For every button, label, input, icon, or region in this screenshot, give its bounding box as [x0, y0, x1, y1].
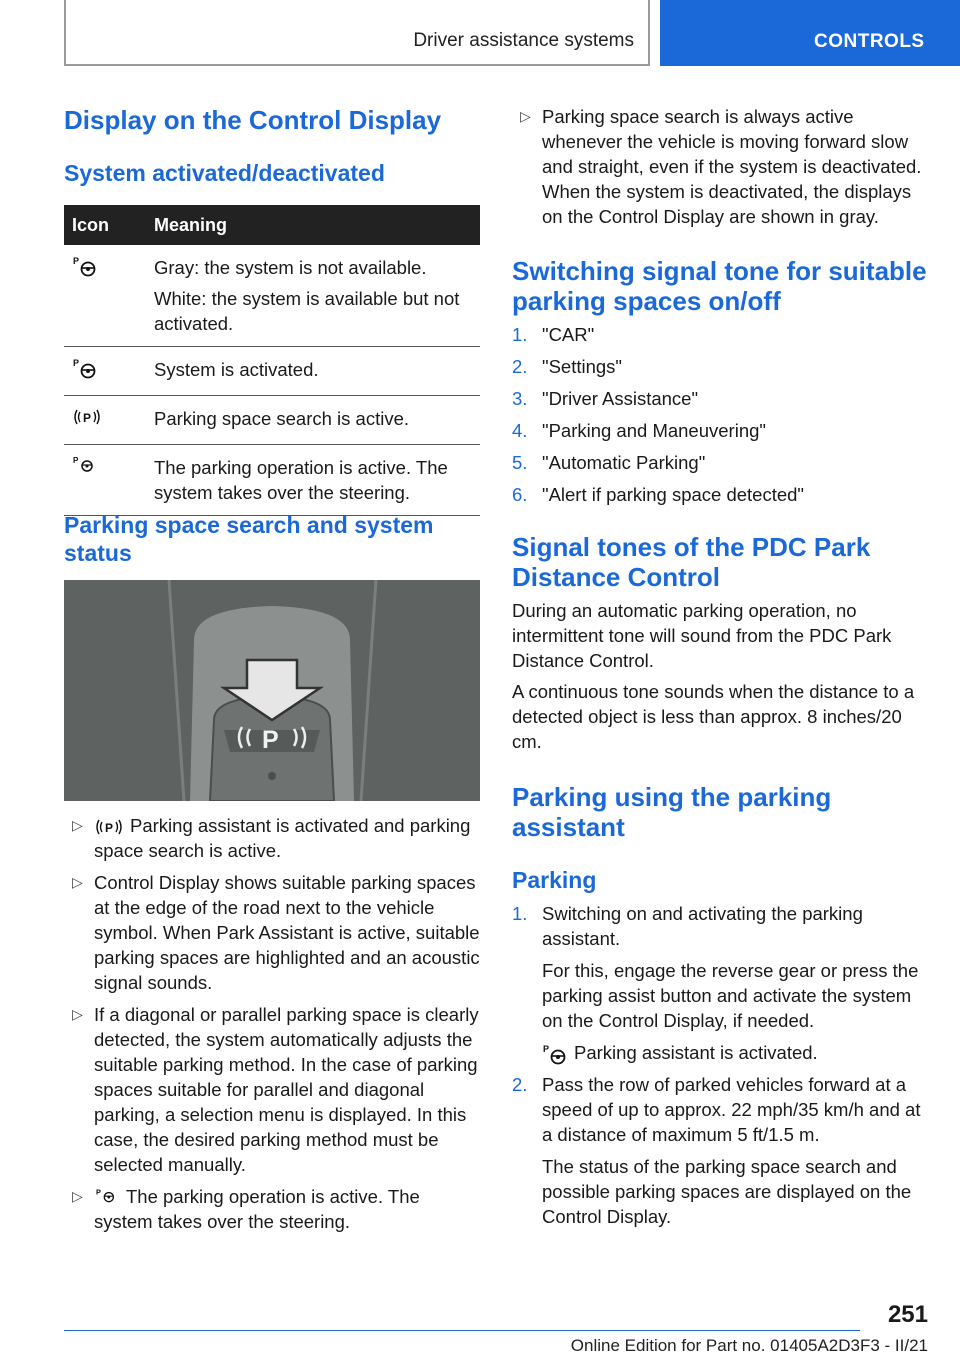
parking-assistant-icon: [72, 255, 98, 277]
list-item: 2. "Settings": [512, 356, 622, 377]
icon-table: [64, 205, 480, 516]
heading-system: System activated/deactivated: [64, 160, 385, 186]
list-item: ▷ P The parking operation is active. The system takes over the steering.: [72, 1186, 420, 1233]
header-section-box: [64, 0, 650, 66]
heading-using: Parking using the parking assistant: [512, 782, 832, 842]
parking-assistant-active-icon: [72, 357, 98, 379]
triangle-bullet-icon: ▷: [520, 108, 531, 124]
footer-divider: [64, 1330, 860, 1331]
list-item: ▷ Control Display shows suitable parking spaces at the edge of the road next to the vehicle symbol. When Park Assistant is active, suitable parking spaces are highlighted and an acoustic signal sounds.: [72, 872, 480, 994]
triangle-bullet-icon: ▷: [72, 817, 83, 833]
triangle-bullet-icon: ▷: [72, 1188, 83, 1205]
list-item: 1. "CAR": [512, 324, 595, 345]
svg-text:P: P: [96, 1187, 101, 1197]
triangle-bullet-icon: ▷: [72, 874, 83, 891]
list-item: 1. Switching on and activating the parking assistant. For this, engage the reverse gear or press the parking assist button and activate the system on the Control Display, if needed. P Parking assistant is activated.: [512, 901, 930, 1065]
list-item: ▷ Parking space search is always active whenever the vehicle is moving forward slow and straight, even if the system is deactivated. When the system is deactivated, the displays on the Control Display are shown in gray.: [520, 106, 922, 227]
col-icon-header: Icon: [64, 205, 146, 245]
table-row: [64, 396, 480, 445]
table-row: [64, 245, 480, 347]
svg-text:P: P: [105, 821, 114, 836]
list-item: 2. Pass the row of parked vehicles forward at a speed of up to approx. 22 mph/35 km/h and at a distance of maximum 5 ft/1.5 m. The status of the parking space search and possible parking spaces are displayed on the Control Display.: [512, 1074, 921, 1228]
header-chapter: CONTROLS: [814, 31, 925, 52]
heading-parking: Parking: [512, 867, 597, 893]
list-item: 6. "Alert if parking space detected": [512, 484, 804, 505]
list-item: 5. "Automatic Parking": [512, 452, 706, 473]
parking-assistant-active-icon: [542, 1043, 568, 1065]
meaning-line: Gray: the system is not available.: [154, 257, 427, 278]
heading-pdc: Signal tones of the PDC Park Distance Control: [512, 532, 871, 592]
list-item: 4. "Parking and Maneuvering": [512, 420, 766, 441]
page-number: 251: [887, 1301, 928, 1328]
svg-text:P: P: [73, 256, 80, 266]
header-chapter-tab: [660, 0, 960, 66]
meaning-line: White: the system is available but not activated.: [154, 288, 460, 334]
heading-display: Display on the Control Display: [64, 105, 442, 135]
parking-auto-icon: [94, 1187, 120, 1209]
meaning-line: The parking operation is active. The system takes over the steering.: [146, 445, 480, 516]
list-item: ▷ If a diagonal or parallel parking space is clearly detected, the system automatically adjusts the suitable parking method. In the case of parking spaces suitable for parallel and diagonal parking, a selection menu is displayed. In this case, the desired parking method must be selected manually.: [72, 1004, 479, 1176]
header-section: Driver assistance systems: [413, 30, 634, 51]
footer-edition: Online Edition for Part no. 01405A2D3F3 - II/21: [570, 1336, 928, 1355]
svg-text:P: P: [73, 358, 80, 368]
parking-space-search-icon: [72, 406, 102, 428]
paragraph: A continuous tone sounds when the distance to a detected object is less than approx. 8 inches/20 cm.: [512, 681, 915, 752]
col-meaning-header: Meaning: [146, 205, 480, 245]
meaning-line: Parking space search is active.: [146, 396, 480, 445]
svg-text:P: P: [73, 456, 79, 465]
parking-space-search-icon: [94, 816, 124, 838]
svg-text:P: P: [83, 411, 92, 425]
parking-auto-icon: [72, 455, 98, 479]
illustration-letter: P: [262, 726, 279, 754]
list-item: ▷ P Parking assistant is activated and parking space search is active.: [72, 815, 471, 862]
svg-text:P: P: [543, 1044, 550, 1055]
table-row: [64, 445, 480, 516]
list-item: 3. "Driver Assistance": [512, 388, 699, 409]
parking-status-illustration: [64, 580, 480, 801]
table-row: [64, 347, 480, 396]
meaning-line: System is activated.: [146, 347, 480, 396]
triangle-bullet-icon: ▷: [72, 1006, 83, 1023]
paragraph: During an automatic parking operation, no intermittent tone will sound from the PDC Park Distance Control.: [512, 600, 892, 671]
heading-signal-tone: Switching signal tone for suitable parking spaces on/off: [512, 256, 927, 316]
heading-search: Parking space search and system status: [64, 512, 434, 566]
